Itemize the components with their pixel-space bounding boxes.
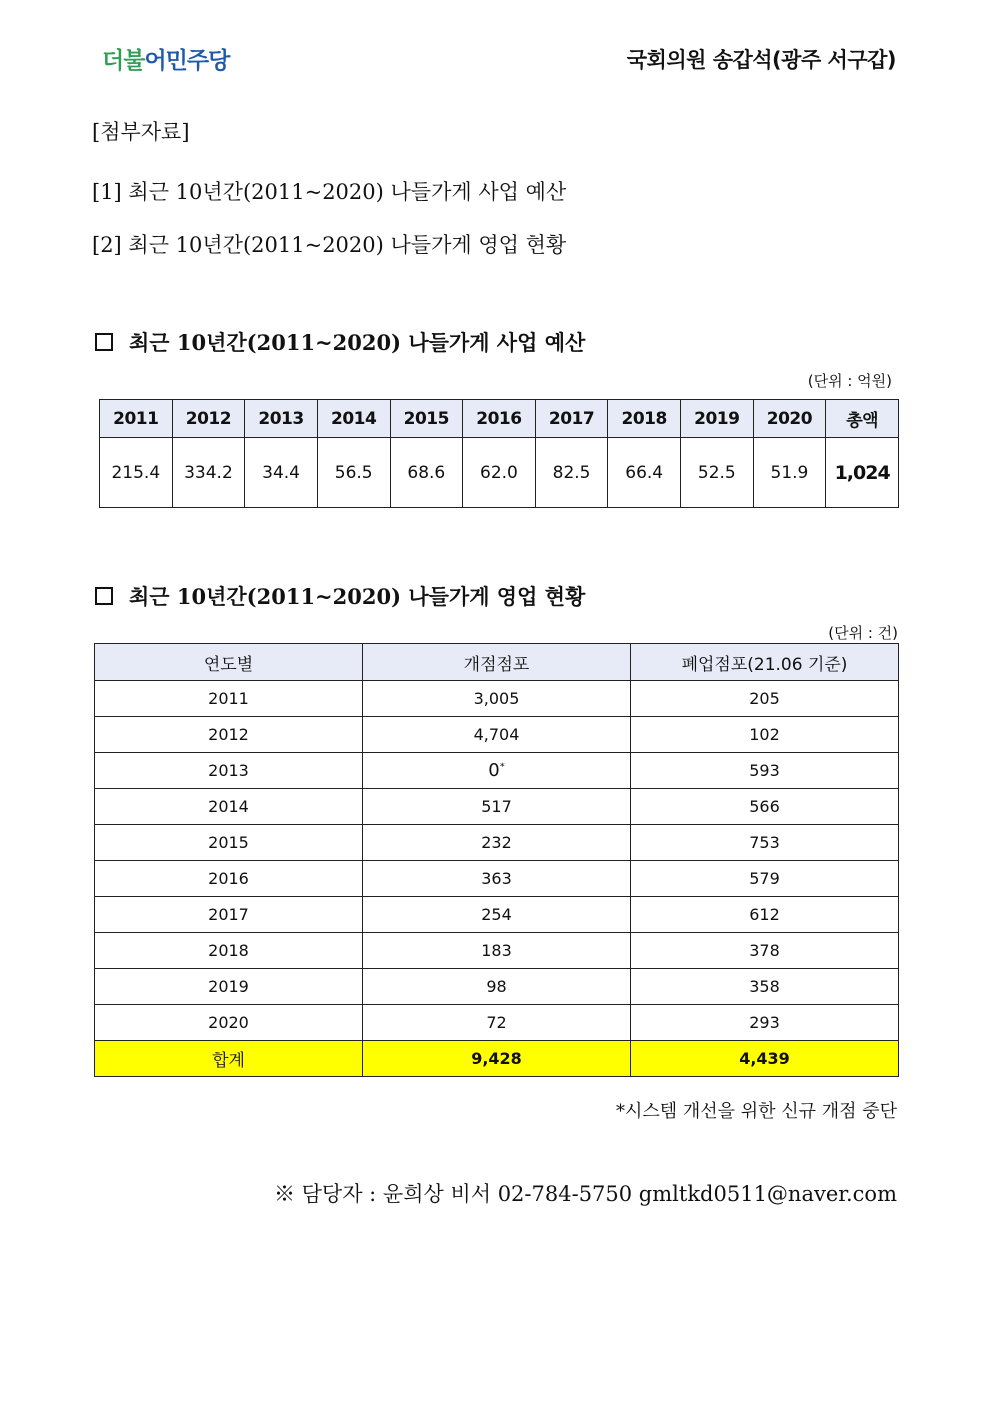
- budget-value-row: [100, 438, 899, 508]
- budget-header-cell: 2014: [317, 400, 390, 438]
- closed-cell: 579: [631, 861, 899, 897]
- budget-header-cell: 2019: [681, 400, 754, 438]
- closed-cell: 566: [631, 789, 899, 825]
- table-row: [95, 969, 899, 1005]
- stores-header-row: [95, 644, 899, 681]
- member-name: 국회의원 송갑석(광주 서구갑): [626, 48, 896, 72]
- budget-unit-label: (단위 : 억원): [807, 372, 892, 390]
- table-row: [95, 933, 899, 969]
- budget-header-cell: 2011: [100, 400, 173, 438]
- opened-cell: 72: [363, 1005, 631, 1041]
- footnote: *시스템 개선을 위한 신규 개점 중단: [615, 1101, 897, 1122]
- opened-cell: 4,704: [363, 717, 631, 753]
- year-cell: 2020: [95, 1005, 363, 1041]
- budget-total-cell: 1,024: [826, 438, 899, 508]
- opened-cell: 232: [363, 825, 631, 861]
- opened-cell: 98: [363, 969, 631, 1005]
- contact-info: ※ 담당자 : 윤희상 비서 02-784-5750 gmltkd0511@naver.com: [273, 1182, 897, 1206]
- budget-value-cell: 51.9: [753, 438, 826, 508]
- opened-cell: 3,005: [363, 681, 631, 717]
- closed-cell: 358: [631, 969, 899, 1005]
- opened-value: 0: [488, 760, 500, 781]
- closed-cell: 205: [631, 681, 899, 717]
- budget-section-title: [95, 327, 585, 357]
- budget-header-cell: 2015: [390, 400, 463, 438]
- stores-table: [94, 643, 899, 1077]
- closed-cell: 612: [631, 897, 899, 933]
- logo-char: 민: [165, 48, 187, 74]
- stores-section-title: [95, 581, 585, 611]
- attachment-item: [2] 최근 10년간(2011~2020) 나들가게 영업 현황: [92, 233, 567, 257]
- budget-header-row: [100, 400, 899, 438]
- logo-char: 당: [208, 48, 230, 74]
- opened-cell: 363: [363, 861, 631, 897]
- attachments-title: [첨부자료]: [92, 120, 190, 144]
- table-row: [95, 1005, 899, 1041]
- table-row: [95, 789, 899, 825]
- stores-title-text: 최근 10년간(2011~2020) 나들가게 영업 현황: [129, 584, 586, 609]
- logo-char: 불: [123, 48, 145, 74]
- budget-value-cell: 34.4: [245, 438, 318, 508]
- budget-value-cell: 68.6: [390, 438, 463, 508]
- closed-cell: 378: [631, 933, 899, 969]
- year-cell: 2014: [95, 789, 363, 825]
- stores-header-cell: 폐업점포(21.06 기준): [631, 644, 899, 681]
- total-row: [95, 1041, 899, 1077]
- checkbox-square-icon: [95, 587, 113, 605]
- stores-header-cell: 연도별: [95, 644, 363, 681]
- closed-cell: 593: [631, 753, 899, 789]
- budget-title-text: 최근 10년간(2011~2020) 나들가게 사업 예산: [129, 330, 586, 355]
- budget-header-cell: 2013: [245, 400, 318, 438]
- year-cell: 2017: [95, 897, 363, 933]
- closed-cell: 102: [631, 717, 899, 753]
- year-cell: 2013: [95, 753, 363, 789]
- table-row: [95, 717, 899, 753]
- logo-char: 어: [144, 48, 166, 74]
- stores-unit-label: (단위 : 건): [828, 624, 898, 642]
- budget-value-cell: 56.5: [317, 438, 390, 508]
- year-cell: 2018: [95, 933, 363, 969]
- table-row: [95, 825, 899, 861]
- opened-cell: 254: [363, 897, 631, 933]
- year-cell: 2015: [95, 825, 363, 861]
- budget-header-cell: 2018: [608, 400, 681, 438]
- total-closed-cell: 4,439: [631, 1041, 899, 1077]
- party-logo: [102, 42, 229, 75]
- attachment-item: [1] 최근 10년간(2011~2020) 나들가게 사업 예산: [92, 180, 567, 204]
- table-row: [95, 861, 899, 897]
- asterisk-marker: *: [499, 761, 505, 773]
- table-row: [95, 681, 899, 717]
- budget-header-cell: 2012: [172, 400, 245, 438]
- opened-cell: 183: [363, 933, 631, 969]
- table-row: [95, 753, 899, 789]
- stores-header-cell: 개점점포: [363, 644, 631, 681]
- budget-header-total: 총액: [826, 400, 899, 438]
- budget-header-cell: 2016: [463, 400, 536, 438]
- closed-cell: 753: [631, 825, 899, 861]
- budget-table: [99, 399, 899, 508]
- closed-cell: 293: [631, 1005, 899, 1041]
- year-cell: 2019: [95, 969, 363, 1005]
- budget-header-cell: 2020: [753, 400, 826, 438]
- budget-value-cell: 82.5: [535, 438, 608, 508]
- table-row: [95, 897, 899, 933]
- opened-cell: [363, 753, 631, 789]
- year-cell: 2012: [95, 717, 363, 753]
- opened-cell: 517: [363, 789, 631, 825]
- year-cell: 2016: [95, 861, 363, 897]
- budget-value-cell: 62.0: [463, 438, 536, 508]
- budget-value-cell: 334.2: [172, 438, 245, 508]
- budget-value-cell: 52.5: [681, 438, 754, 508]
- checkbox-square-icon: [95, 333, 113, 351]
- year-cell: 2011: [95, 681, 363, 717]
- budget-value-cell: 66.4: [608, 438, 681, 508]
- logo-char: 주: [186, 48, 209, 74]
- logo-char: 더: [102, 48, 124, 74]
- total-opened-cell: 9,428: [363, 1041, 631, 1077]
- total-label-cell: 합계: [95, 1041, 363, 1077]
- budget-header-cell: 2017: [535, 400, 608, 438]
- budget-value-cell: 215.4: [100, 438, 173, 508]
